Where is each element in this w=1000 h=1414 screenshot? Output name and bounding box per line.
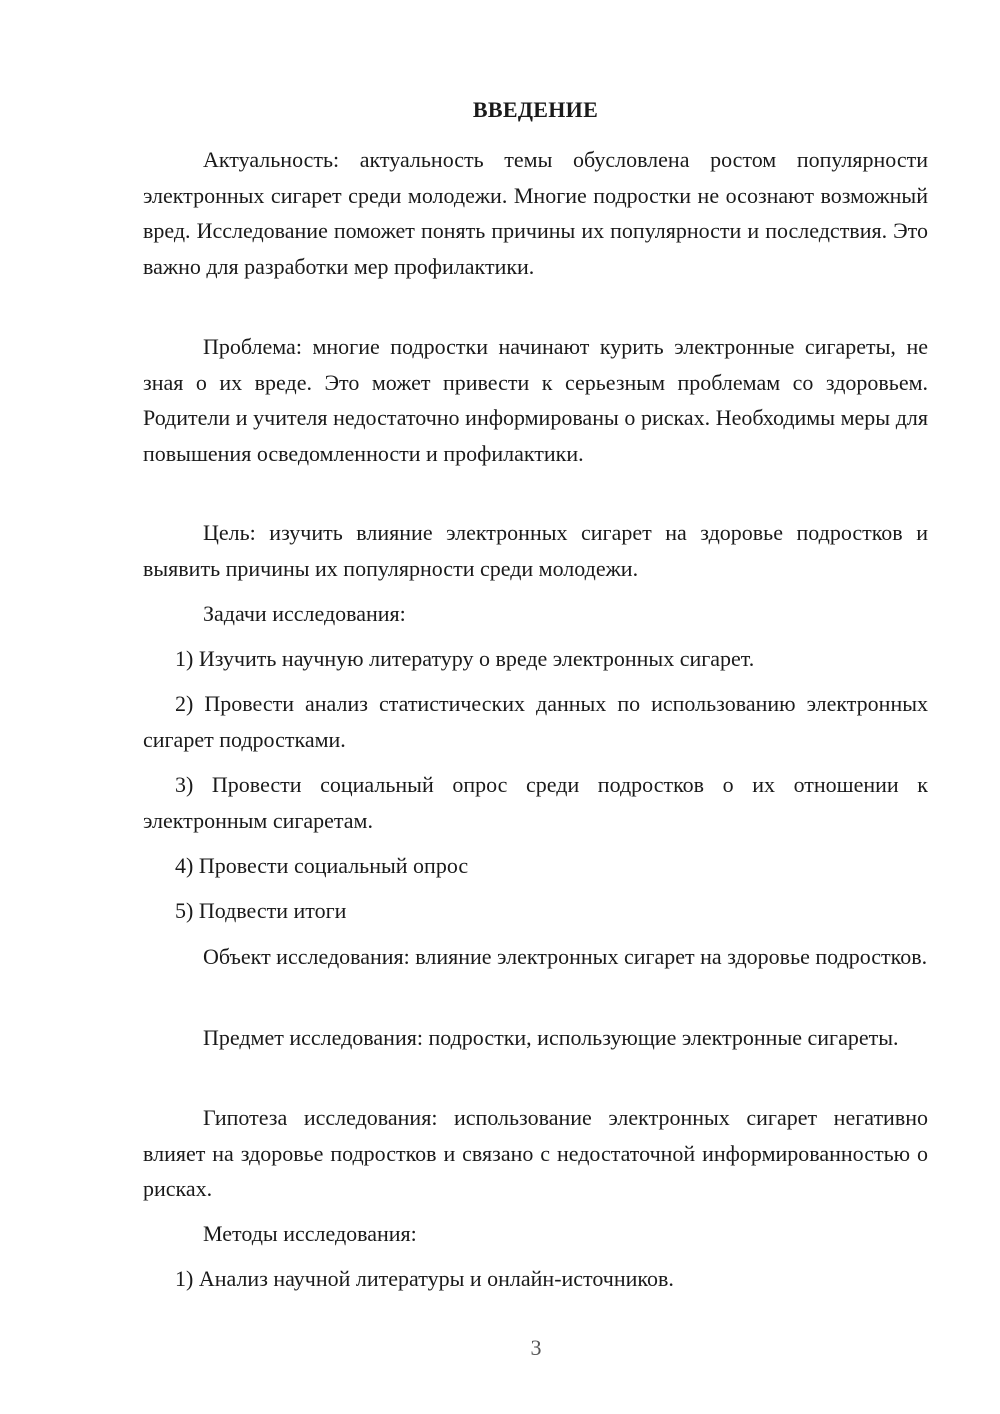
methods-heading: Методы исследования: (203, 1221, 417, 1246)
task-item: 1) Изучить научную литературу о вреде электронных сигарет. (175, 646, 755, 671)
task-item: 2) Провести анализ статистических данных по использованию электронных сигарет подростками. (143, 691, 928, 752)
goal-paragraph: Цель: изучить влияние электронных сигарет на здоровье подростков и выявить причины их популярности среди молодежи. (143, 520, 928, 581)
task-item: 4) Провести социальный опрос (175, 853, 469, 878)
page-number: 3 (530, 1335, 542, 1360)
object-paragraph: Объект исследования: влияние электронных сигарет на здоровье подростков. (203, 944, 928, 969)
task-item: 5) Подвести итоги (175, 898, 347, 923)
page-title: ВВЕДЕНИЕ (472, 97, 599, 122)
hypothesis-paragraph: Гипотеза исследования: использование электронных сигарет негативно влияет на здоровье подростков и связано с недостаточной информированностью о рисках. (143, 1105, 928, 1201)
subject-paragraph: Предмет исследования: подростки, использующие электронные сигареты. (203, 1025, 899, 1050)
problem-paragraph: Проблема: многие подростки начинают курить электронные сигареты, не зная о их вреде. Это может привести к серьезным проблемам со здоровьем. Родители и учителя недостаточно информированы о рисках. Необходимы меры для повышения осведомленности и профилактики. (143, 334, 928, 466)
method-item: 1) Анализ научной литературы и онлайн-источников. (175, 1266, 674, 1291)
tasks-heading: Задачи исследования: (203, 601, 406, 626)
task-item: 3) Провести социальный опрос среди подростков о их отношении к электронным сигаретам. (143, 772, 928, 833)
relevance-paragraph: Актуальность: актуальность темы обусловлена ростом популярности электронных сигарет среди молодежи. Многие подростки не осознают возможный вред. Исследование поможет понять причины их популярности и последствия. Это важно для разработки мер профилактики. (143, 147, 928, 279)
